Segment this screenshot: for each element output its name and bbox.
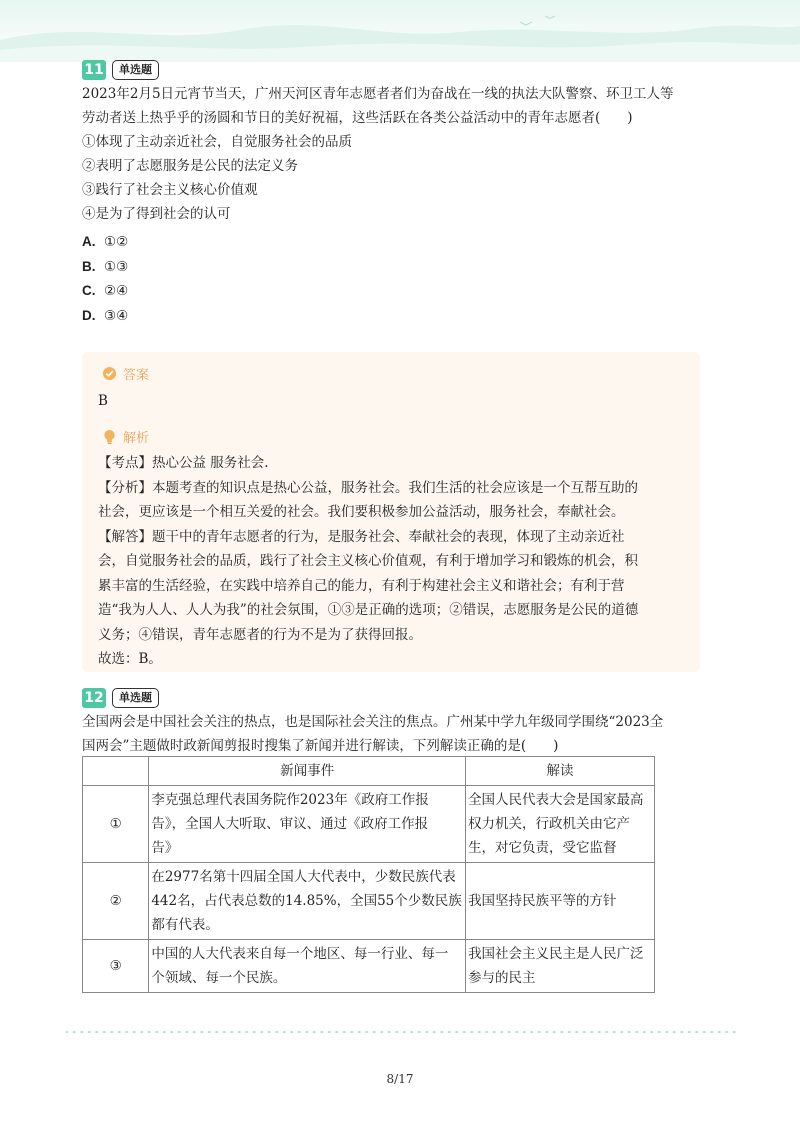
- analysis-heading: [102, 427, 149, 446]
- option-c[interactable]: C. ②④: [82, 283, 129, 299]
- question-stem-line: 全国两会是中国社会关注的热点，也是国际社会关注的焦点。广州某中学九年级同学围绕“2023全: [82, 714, 664, 730]
- statement-4: ④是为了得到社会的认可: [82, 206, 231, 222]
- option-d[interactable]: D. ③④: [82, 307, 129, 324]
- analysis-line: 社会，更应该是一个相互关爱的社会。我们要积极参加公益活动，服务社会，奉献社会。: [98, 504, 625, 520]
- analysis-line: 【考点】热心公益 服务社会.: [98, 455, 269, 471]
- page-number: 8/17: [386, 1072, 414, 1086]
- analysis-line: 【分析】本题考查的知识点是热心公益，服务社会。我们生活的社会应该是一个互帮互助的: [98, 479, 638, 496]
- table-header-cell: 解读: [466, 757, 655, 786]
- statement-3: ③践行了社会主义核心价值观: [82, 182, 258, 198]
- news-event-cell: 在2977名第十四届全国人大代表中，少数民族代表 442名，占代表总数的14.85%，全国55个少数民族 都有代表。: [149, 863, 466, 940]
- question-type-tag: 单选题: [112, 60, 159, 80]
- statement-2: ②表明了志愿服务是公民的法定义务: [82, 158, 298, 174]
- question-11: [82, 58, 702, 328]
- reading-cell: 全国人民代表大会是国家最高 权力机关，行政机关由它产 生，对它负责，受它监督: [466, 786, 655, 863]
- question-number-badge: 11: [82, 60, 106, 80]
- news-table: [82, 756, 655, 993]
- analysis-line: 造“我为人人、人人为我”的社会氛围，①③是正确的选项；②错误，志愿服务是公民的道德: [98, 602, 639, 618]
- check-badge-icon: [102, 366, 117, 381]
- answer-panel: [82, 352, 700, 672]
- question-stem-line: 国两会”主题做时政新闻剪报时搜集了新闻并进行解读，下列解读正确的是( ): [82, 738, 559, 754]
- analysis-line: 累丰富的生活经验，在实践中培养自己的能力，有利于构建社会主义和谐社会；有利于营: [98, 577, 625, 594]
- answer-heading: [102, 364, 149, 383]
- news-event-cell: 中国的人大代表来自每一个地区、每一行业、每一 个领域、每一个民族。: [149, 940, 466, 993]
- footer-divider: [66, 1030, 736, 1034]
- table-row: [83, 863, 655, 940]
- header-banner: [0, 0, 800, 62]
- table-header-cell: 新闻事件: [149, 757, 466, 786]
- news-event-cell: 李克强总理代表国务院作2023年《政府工作报 告》，全国人大听取、审议、通过《政府工作报 告》: [149, 786, 466, 863]
- question-stem-line: 劳动者送上热乎乎的汤圆和节日的美好祝福，这些活跃在各类公益活动中的青年志愿者( ): [82, 110, 633, 126]
- analysis-line: 【解答】题干中的青年志愿者的行为，是服务社会、奉献社会的表现，体现了主动亲近社: [98, 528, 625, 545]
- analysis-label: 解析: [123, 431, 150, 446]
- analysis-line: 义务；④错误，青年志愿者的行为不是为了获得回报。: [98, 626, 422, 643]
- table-header-row: [83, 757, 655, 786]
- table-row: [83, 786, 655, 863]
- reading-cell: 我国社会主义民主是人民广泛 参与的民主: [466, 940, 655, 993]
- row-number: ③: [83, 940, 149, 993]
- question-number-badge: 12: [82, 688, 106, 708]
- question-stem-line: 2023年2月5日元宵节当天，广州天河区青年志愿者者们为奋战在一线的执法大队警察、环卫工人等: [82, 86, 674, 102]
- question-type-tag: 单选题: [112, 688, 159, 708]
- table-row: [83, 940, 655, 993]
- analysis-line: 会，自觉服务社会的品质，践行了社会主义核心价值观，有利于增加学习和锻炼的机会，积: [98, 553, 638, 569]
- statement-1: ①体现了主动亲近社会，自觉服务社会的品质: [82, 134, 352, 150]
- row-number: ①: [83, 786, 149, 863]
- table-header-cell: [83, 757, 149, 786]
- analysis-line: 故选：B。: [98, 651, 162, 667]
- answer-label: 答案: [123, 368, 150, 383]
- option-a[interactable]: A. ①②: [82, 234, 129, 250]
- lightbulb-icon: [102, 429, 117, 445]
- analysis-body: [98, 451, 638, 672]
- question-12: [82, 686, 702, 758]
- option-b[interactable]: B. ①③: [82, 258, 129, 275]
- row-number: ②: [83, 863, 149, 940]
- answer-value: B: [98, 393, 108, 409]
- reading-cell: 我国坚持民族平等的方针: [466, 863, 655, 940]
